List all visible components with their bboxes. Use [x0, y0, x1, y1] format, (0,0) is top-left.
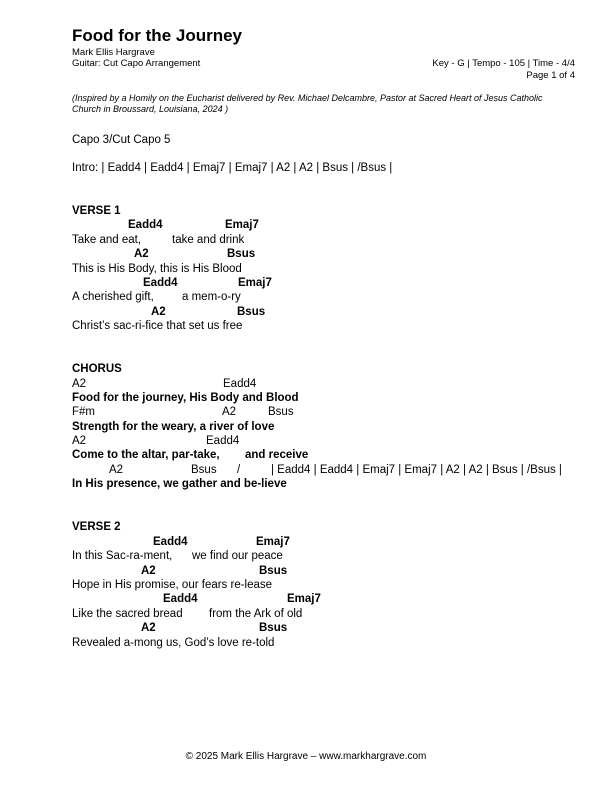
lyric-line: Come to the altar, par-take, [72, 449, 220, 461]
lyric-line: a mem-o-ry [182, 291, 241, 303]
lyric-line: Like the sacred bread [72, 608, 183, 620]
lyric-line: Food for the journey, His Body and Blood [72, 392, 299, 404]
chord: A2 [141, 565, 156, 577]
chord: A2 [72, 378, 87, 390]
chord: Bsus [227, 248, 256, 260]
lyric-line: Hope in His promise, our fears re-lease [72, 579, 273, 591]
chord: Eadd4 [163, 593, 198, 605]
chord: A2 [109, 464, 124, 476]
lyric-line: we find our peace [192, 550, 283, 562]
chord: Bsus [191, 464, 217, 476]
lyric-line: A cherished gift, [72, 291, 154, 303]
chord-progression: | Eadd4 | Eadd4 | Emaj7 | Emaj7 | A2 | A2 | Bsus | /Bsus | [271, 464, 562, 476]
chord: Bsus [259, 565, 288, 577]
lyric-line: Strength for the weary, a river of love [72, 421, 275, 433]
chord: A2 [72, 435, 87, 447]
chord: Eadd4 [153, 536, 188, 548]
lyric-line: In this Sac-ra-ment, [72, 550, 173, 562]
chord: Emaj7 [238, 277, 272, 289]
lyric-line: This is His Body, this is His Blood [72, 263, 242, 275]
verse2-heading: VERSE 2 [72, 521, 121, 533]
chord: A2 [151, 306, 166, 318]
chord: A2 [134, 248, 149, 260]
song-title: Food for the Journey [72, 26, 242, 45]
intro-line: Intro: | Eadd4 | Eadd4 | Emaj7 | Emaj7 | A2 | A2 | Bsus | /Bsus | [72, 162, 393, 174]
chord: Eadd4 [128, 219, 163, 231]
chord: Emaj7 [256, 536, 290, 548]
author-name: Mark Ellis Hargrave [72, 47, 155, 58]
page-number: Page 1 of 4 [526, 70, 575, 81]
lyric-line: In His presence, we gather and be-lieve [72, 478, 287, 490]
chord: Emaj7 [287, 593, 321, 605]
lyric-line: take and drink [172, 234, 245, 246]
inspiration-note: (Inspired by a Homily on the Eucharist delivered by Rev. Michael Delcambre, Pastor at Sacred Heart of Jesus Catholic Church in Broussard, Louisiana, 2024 ) [72, 93, 543, 114]
chord: Eadd4 [206, 435, 240, 447]
lyric-line: Take and eat, [72, 234, 142, 246]
verse1-heading: VERSE 1 [72, 205, 121, 217]
chord: Bsus [268, 406, 294, 418]
chord: Eadd4 [223, 378, 257, 390]
chord: Bsus [259, 622, 288, 634]
lyric-line: from the Ark of old [209, 608, 303, 620]
arrangement-label: Guitar: Cut Capo Arrangement [72, 58, 201, 69]
chord: A2 [222, 406, 237, 418]
chord: A2 [141, 622, 156, 634]
key-tempo-time: Key - G | Tempo - 105 | Time - 4/4 [432, 58, 575, 69]
chord: / [237, 464, 241, 476]
capo-note: Capo 3/Cut Capo 5 [72, 134, 171, 146]
lyric-line: Revealed a-mong us, God’s love re-told [72, 637, 275, 649]
chord: Emaj7 [225, 219, 259, 231]
chorus-heading: CHORUS [72, 363, 122, 375]
copyright-footer: © 2025 Mark Ellis Hargrave – www.markhargrave.com [185, 751, 427, 762]
chord: F#m [72, 406, 95, 418]
lyric-line: Christ’s sac-ri-fice that set us free [72, 320, 243, 332]
chord: Bsus [237, 306, 266, 318]
chord: Eadd4 [143, 277, 178, 289]
lyric-line: and receive [245, 449, 309, 461]
